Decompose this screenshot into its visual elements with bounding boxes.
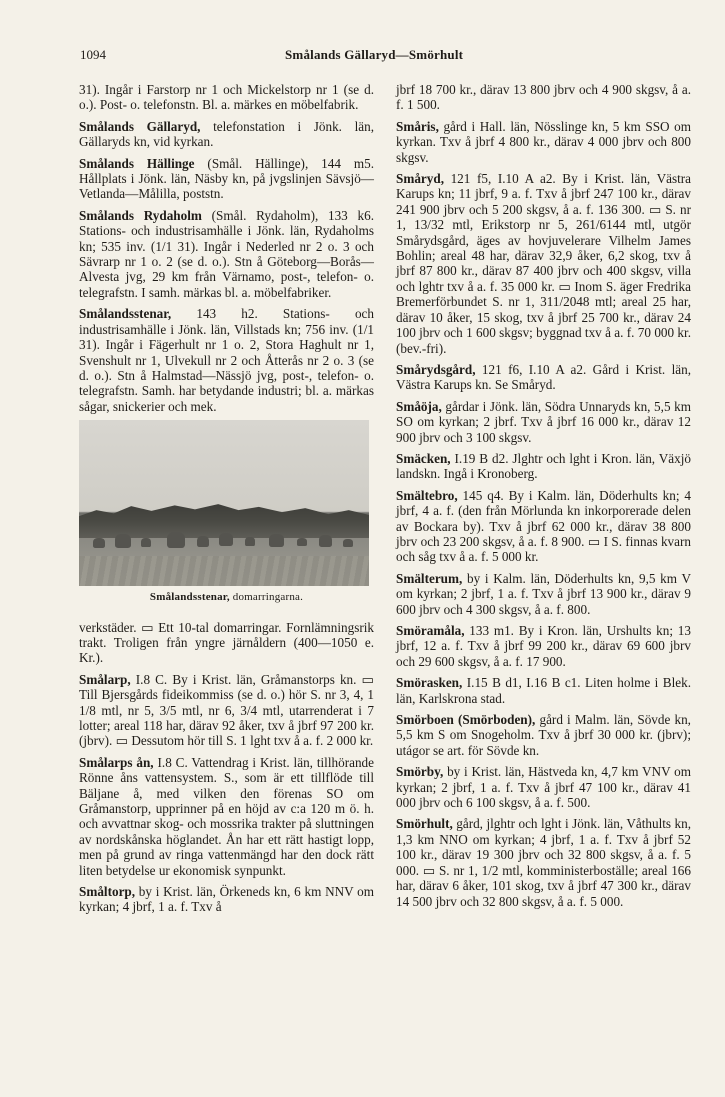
gazetteer-entry [79, 672, 374, 749]
entry-headword: Smörasken, [396, 675, 463, 691]
entry-headword: Småöja, [396, 398, 442, 414]
entry-text: I.19 B d2. Jlghtr och lght i Kron. län, Växjö landskn. Ingå i Kronoberg. [396, 450, 691, 482]
entry-text: 31). Ingår i Farstorp nr 1 och Mickelstorp nr 1 (se d. o.). Post- o. telefonstn. Bl. a. märkes en möbelfabrik. [79, 82, 374, 113]
gazetteer-entry [396, 571, 691, 617]
gazetteer-entry [396, 712, 691, 758]
gazetteer-entry [396, 675, 691, 706]
entry-text: gård i Malm. län, Sövde kn, 5,5 km S om Snogeholm. Txv å jbrf 30 000 kr. (jbrv); utágor se art. för Sövde kn. [396, 712, 691, 758]
continued-entry [396, 82, 691, 113]
photo-caption [79, 590, 374, 605]
gazetteer-entry [396, 488, 691, 565]
entry-text: gårdar i Jönk. län, Södra Unnaryds kn, 5,5 km SO om kyrkan; 2 jbrf. Txv å jbrf 16 000 kr., därav 12 900 jbrv och 3 100 skgsv. [396, 398, 691, 445]
continued-entry [79, 82, 374, 113]
right-column [396, 82, 691, 915]
page-header [80, 47, 670, 67]
gazetteer-entry [396, 816, 691, 908]
gazetteer-entry [79, 884, 374, 915]
left-column-entries-after [79, 620, 374, 915]
gazetteer-entry [79, 755, 374, 878]
entry-headword: Smårydsgård, [396, 361, 476, 377]
entry-headword: Smörby, [396, 764, 444, 780]
gazetteer-entry [396, 451, 691, 482]
photo-stones [79, 528, 369, 554]
entry-headword: Smålarps ån, [79, 754, 154, 770]
continued-entry [79, 620, 374, 666]
entry-text: verkstäder. ▭ Ett 10-tal domarringar. Fornlämningsrik trakt. Troligen från yngre järnåldern (400—1050 e. Kr.). [79, 619, 374, 666]
entry-headword: Smälterum, [396, 570, 463, 586]
gazetteer-entry [396, 764, 691, 810]
gazetteer-entry [79, 156, 374, 202]
gazetteer-entry [396, 119, 691, 165]
right-column-entries [396, 82, 691, 909]
entry-text: I.15 B d1, I.16 B c1. Liten holme i Blek. län, Karlskrona stad. [396, 675, 691, 706]
entry-headword: Smäcken, [396, 450, 451, 466]
entry-text: 133 m1. By i Kron. län, Urshults kn; 13 jbrf, 12 a. f. Txv å jbrf 99 200 kr., därav 69 600 jbrv och 29 600 skgsv, å a. f. 17 900. [396, 623, 691, 669]
entry-text: 145 q4. By i Kalm. län, Döderhults kn; 4 jbrf, 4 a. f. (den från Mörlunda kn inkorporerade delen av Bockara by). Txv å jbrf 62 000 kr., därav 38 800 jbrv och 23 200 skgsv, å a. f. 8 900. ▭ I S. finnas kvarn och såg txv å a. f. 5 000 kr. [396, 487, 691, 565]
entry-headword: Smålarp, [79, 671, 131, 687]
page-number: 1094 [80, 47, 106, 62]
gazetteer-entry [79, 119, 374, 150]
entry-headword: Smörhult, [396, 816, 453, 832]
gazetteer-entry [79, 306, 374, 414]
running-head: Smålands Gällaryd—Smörhult [285, 47, 464, 62]
entry-headword: Småryd, [396, 171, 444, 187]
entry-headword: Smålands Rydaholm [79, 207, 202, 223]
entry-text: (Smål. Rydaholm), 133 k6. Stations- och industrisamhälle i Jönk. län, Rydaholms kn; 535 inv. (1/1 31). Ingår i Nederled nr 2 o. 3 och Sävrarp nr 1 o. 2 (se d. o.). Stn å Göteborg—Borås—Alvesta jvg, 29 km från Värnamo, post-, telefon- o. telegrafstn. I samh. märkas bl. a. möbelfabriker. [79, 207, 374, 300]
entry-headword: Småris, [396, 118, 439, 134]
gazetteer-entry [396, 362, 691, 393]
entry-text: I.8 C. By i Krist. län, Gråmanstorps kn. ▭ Till Bjersgårds fideikommiss (se d. o.) hör S. nr 3, 4, 1 1/8 mtl, nr 5, 3/5 mtl, nr 6, 3/4 mtl, utarrenderat i 7 lotter; areal 118 har, därav 92 åker, txv å jbrf 97 200 kr. (jbrv). ▭ Dessutom hör till S. 1 lght txv å a. f. 2 000 kr. [79, 671, 374, 749]
entry-text: jbrf 18 700 kr., därav 13 800 jbrv och 4 900 skgsv, å a. f. 1 500. [396, 82, 691, 113]
entry-headword: Smålands Gällaryd, [79, 118, 201, 134]
entry-text: by i Kalm. län, Döderhults kn, 9,5 km V om kyrkan; 2 jbrf, 1 a. f. Txv å jbrf 13 900 kr., därav 9 600 jbrv och 4 300 skgsv, å a. f. 800. [396, 570, 691, 617]
gazetteer-entry [396, 399, 691, 445]
entry-text: by i Krist. län, Hästveda kn, 4,7 km VNV om kyrkan; 2 jbrf, 1 a. f. Txv å jbrf 47 100 kr., därav 41 000 jbrv och 6 100 skgsv, å a. f. 500. [396, 764, 691, 811]
left-column-entries [79, 82, 374, 414]
entry-headword: Smältebro, [396, 487, 458, 503]
entry-text: 121 f5, I.10 A a2. By i Krist. län, Västra Karups kn; 11 jbrf, 9 a. f. Txv å jbrf 247 100 kr., därav 241 900 jbrv och 5 200 skgsv, å a. f. 136 300. ▭ S. nr 1, 13/32 mtl, Erikstorp nr 5, 261/6144 mtl, utgör Smårydsgård, äges av hovjuvelerare Vilhelm James Bohlin; areal 48 har, därav 32,9 åker, 6,2 skog, txv å jbrf 87 800 kr., därav 87 400 jbrv och 400 skgsv, villa och lghtr txv å a. f. 35 000 kr. ▭ Inom S. äger Fredrika Bremerförbundet S. nr 1, 311/2048 mtl; areal 25 har, därav 10 åker, 15 skog, txv å jbrf 25 700 kr., därav 24 100 jbrv och 1 600 skgsv; byggnad txv å a. f. 70 000 kr. (bev.-fri). [396, 171, 691, 356]
entry-text: (Smål. Hällinge), 144 m5. Hållplats i Jönk. län, Näsby kn, på jvgslinjen Sävsjö—Vetlanda—Målilla, poststn. [79, 155, 374, 202]
gazetteer-entry [396, 623, 691, 669]
photo-domarringarna [79, 420, 369, 586]
entry-headword: Smörboen (Smörboden), [396, 712, 536, 728]
entry-text: by i Krist. län, Örkeneds kn, 6 km NNV om kyrkan; 4 jbrf, 1 a. f. Txv å [79, 884, 374, 915]
entry-headword: Smålandsstenar, [79, 306, 172, 322]
gazetteer-entry [79, 208, 374, 300]
gazetteer-entry [396, 171, 691, 356]
entry-text: gård i Hall. län, Nösslinge kn, 5 km SSO om kyrkan. Txv å jbrf 4 800 kr., därav 4 000 jbrv och 800 skgsv. [396, 118, 691, 165]
caption-place: Smålandsstenar, [149, 591, 230, 604]
entry-headword: Smöramåla, [396, 623, 465, 638]
left-column [79, 82, 374, 921]
entry-text: telefonstation i Jönk. län, Gällaryds kn, vid kyrkan. [79, 118, 375, 150]
entry-headword: Småltorp, [79, 884, 136, 900]
entry-text: gård, jlghtr och lght i Jönk. län, Våthults kn, 1,3 km NNO om kyrkan; 4 jbrf, 1 a. f. Txv å jbrf 52 100 kr., därav 19 300 jbrv och 32 800 skgsv, å a. f. 5 000. ▭ S. nr 1, 1/2 mtl, komministerboställe; areal 166 har, därav 6 åker, 101 skog, txv å jbrf 47 300 kr., därav 14 500 jbrv och 32 800 skgsv, å a. f. 5 000. [396, 816, 691, 909]
photo-field [79, 556, 369, 586]
entry-text: I.8 C. Vattendrag i Krist. län, tillhörande Rönne åns vattensystem. S., som är ett tillflöde till Bäljane å, med vilken den förenas SO om Gråmanstorp, upprinner på en höjd av c:a 120 m ö. h. och avvattnar skog- och mossrika trakter på sluttningen av nordskånska höglandet. Ån har ett rätt hastigt lopp, men på grund av ringa vattenmängd har den dock rätt liten betydelse ur ekonomisk synpunkt. [79, 754, 374, 878]
entry-text: 143 h2. Stations- och industrisamhälle i Jönk. län, Villstads kn; 756 inv. (1/1 31). Ingår i Fägerhult nr 1 o. 2, Stora Haghult nr 1, Svenshult nr 1, Ulvekull nr 2 och Åtterås nr 2 o. 3 (se d. o.). Stn å Halmstad—Nässjö jvg, post-, telefon- o. telegrafstn. Samh. har betydande industri; bl. a. märkas sågar, snickerier och mek. [79, 306, 374, 414]
caption-text: domarringarna. [229, 591, 304, 604]
entry-text: 121 f6, I.10 A a2. Gård i Krist. län, Västra Karups kn. Se Småryd. [396, 361, 691, 393]
entry-headword: Smålands Hällinge [79, 155, 195, 171]
